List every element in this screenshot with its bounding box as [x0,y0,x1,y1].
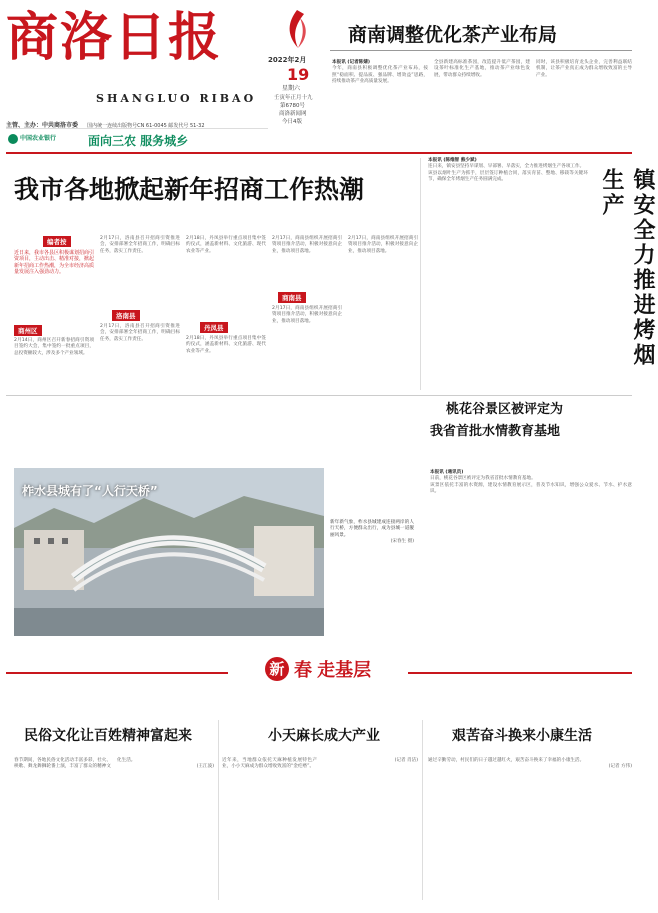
photo-caption-text: 新年新气象，柞水县城建成连接两岸的人行天桥，方便群众出行，成为县城一道靓丽风景。 [330,520,414,538]
side-article-paragraph: 该县以烟叶生产为抓手，层层签订种植合同，落实育苗、整地、移栽等关键环节，确保全年烤烟生产任务圆满完成。 [428,170,588,183]
column-divider [218,720,219,900]
bank-slogan: 面向三农 服务城乡 [88,134,189,148]
side-article-paragraph: 连日来，镇安县坚持早谋划、早部署、早落实，全力推进烤烟生产各项工作。 [428,164,585,170]
county-tag-luonan: 洛南县 [112,310,140,321]
bottom-article-credit: (记者 方伟) [608,764,632,770]
taogu-title-line2: 我省首批水情教育基地 [430,424,561,439]
county-article: 2月17日，商南县组织开展招商引资项目推介活动，积极对接意向企业，推动项目落地。 [348,236,418,254]
county-article: 2月14日，商州区召开新春招商引资项目签约大会，集中签约一批重点项目，总投资额较大，涉及多个产业领域。 [14,338,94,356]
photo-caption [330,520,414,600]
bridge-photo [14,468,324,636]
lead-article-paragraph: 今年，商南县积极调整优化茶产业布局，按照“稳面积、提品质、强品牌、增效益”思路，持续推动茶产业高质量发展。 [332,66,428,85]
county-article: 2月17日，商南县组织开展招商引资项目推介活动，积极对接意向企业，推动项目落地。 [272,306,342,324]
issue-day: 19 [287,65,310,84]
bank-logo-icon [8,134,18,144]
side-article [428,158,588,383]
issue-date: 2022年2月 [268,56,307,64]
issue-weekday: 星期六 [282,85,301,92]
top-headline-rule [330,50,632,51]
bottom-article-body [428,758,632,898]
photo-credit: (宋春生 摄) [390,539,414,545]
bottom-article-title: 小天麻长成大产业 [268,728,380,744]
bank-ad [6,128,268,151]
editor-note-tag: 编者按 [43,236,71,247]
banner-mid: 春 [294,660,312,681]
photo-overlay-text: 柞水县城有了“人行天桥” [22,484,158,498]
bottom-article-body [14,758,214,898]
bank-name: 中国农业银行 [20,135,57,142]
taogu-article [430,470,632,630]
county-tag-shangnan: 商南县 [278,292,306,303]
bottom-article-text: 近年来，当地群众依托天麻种植发展特色产业，小小天麻成为群众增收致富的“金疙瘩”。 [222,758,317,770]
masthead-info-bar [6,112,268,129]
taogu-paragraph: 该景区依托丰富的水资源，建设水情教育展示区，普及节水知识，增强公众爱水、节水、护水意识。 [430,482,632,495]
column-divider [420,158,421,390]
lead-article [332,60,632,138]
bottom-article-title: 民俗文化让百姓精神富起来 [24,728,192,744]
side-article-title: 镇安全力推进烤烟生产 [599,168,655,368]
taogu-paragraph: 日前，桃花谷景区被评定为我省首批水情教育基地。 [430,476,536,482]
taogu-title-line1: 桃花谷景区被评定为 [446,402,564,417]
lead-article-paragraph: 同时，该县积极培育龙头企业，完善利益联结机制，让茶产业真正成为群众增收致富的主导产业。 [536,60,632,78]
issue-edition-count: 今日4版 [282,119,302,125]
county-article-lead: 2月17日，商南县组织开展招商引资项目推介活动，积极对接意向企业，推动项目落地。 [272,236,342,254]
county-article: 2月17日，洛南县召开招商引资推进会，安排部署全年招商工作，明确目标任务，落实工作责任。 [100,324,180,342]
publication-code: 国内统一连续出版物号CN 61-0045 邮发代号 51-32 [87,123,205,129]
issue-number: 第6780号 [280,103,305,109]
issue-site: 商洛新闻网 [279,111,307,117]
masthead-rule [6,152,632,154]
county-article-lead: 2月18日，丹凤县举行重点项目集中签约仪式，涵盖新材料、文化旅游、现代农业等产业。 [186,236,266,254]
column-divider [422,720,423,900]
lead-article-paragraph: 全县新建高标准茶园，改造提升低产茶园，建设茶叶标准化生产基地，推动茶产业绿色发展，带动群众持续增收。 [434,60,530,78]
bottom-article-credit: (王江波) [196,764,214,770]
county-tag-danfeng: 丹凤县 [200,322,228,333]
main-headline: 我市各地掀起新年招商工作热潮 [14,175,365,204]
banner-title [228,656,408,688]
emblem-icon [278,8,316,52]
lead-article-author: 本报讯 (记者陈婧) [332,60,370,65]
issue-lunar: 壬寅年正月十九 [274,95,313,101]
masthead-pinyin: SHANGLUO RIBAO [96,92,257,105]
publisher: 主管、主办：中共商洛市委 [6,122,79,129]
county-article: 2月18日，丹凤县举行重点项目集中签约仪式，涵盖新材料、文化旅游、现代农业等产业。 [186,336,266,354]
taogu-author: 本报讯 (通讯员) [430,470,464,475]
bottom-article-body [222,758,418,898]
bottom-article-title: 艰苦奋斗换来小康生活 [452,728,592,744]
banner-bar [6,662,632,684]
county-article-lead: 2月17日，洛南县召开招商引资推进会，安排部署全年招商工作，明确目标任务，落实工作责任。 [100,236,180,254]
editor-note-text: 近日来，我市各县区积极谋划招商引资项目，主动出击、精准对接，掀起新年招商工作热潮，为全市经济高质量发展注入强劲动力。 [14,250,95,276]
banner-suffix: 走基层 [317,660,372,681]
masthead-logo: 商洛日报 [6,7,223,68]
banner-prefix-badge: 新 [265,657,289,681]
bottom-article-credit: (记者 肖洁) [394,758,418,763]
county-tag-shangzhou: 商州区 [14,325,42,336]
bottom-article-text: 通过辛勤劳动，村民们的日子越过越红火，艰苦奋斗换来了幸福的小康生活。 [428,758,585,763]
bottom-article-text: 春节期间，各地民俗文化活动丰富多彩，社火、秧歌、舞龙舞狮轮番上演，丰富了群众的精神文化生活。 [14,758,136,770]
top-headline: 商南调整优化茶产业布局 [348,24,558,46]
side-article-author: 本报讯 (陈维智 熊少斌) [428,158,477,163]
section-divider [6,395,632,396]
